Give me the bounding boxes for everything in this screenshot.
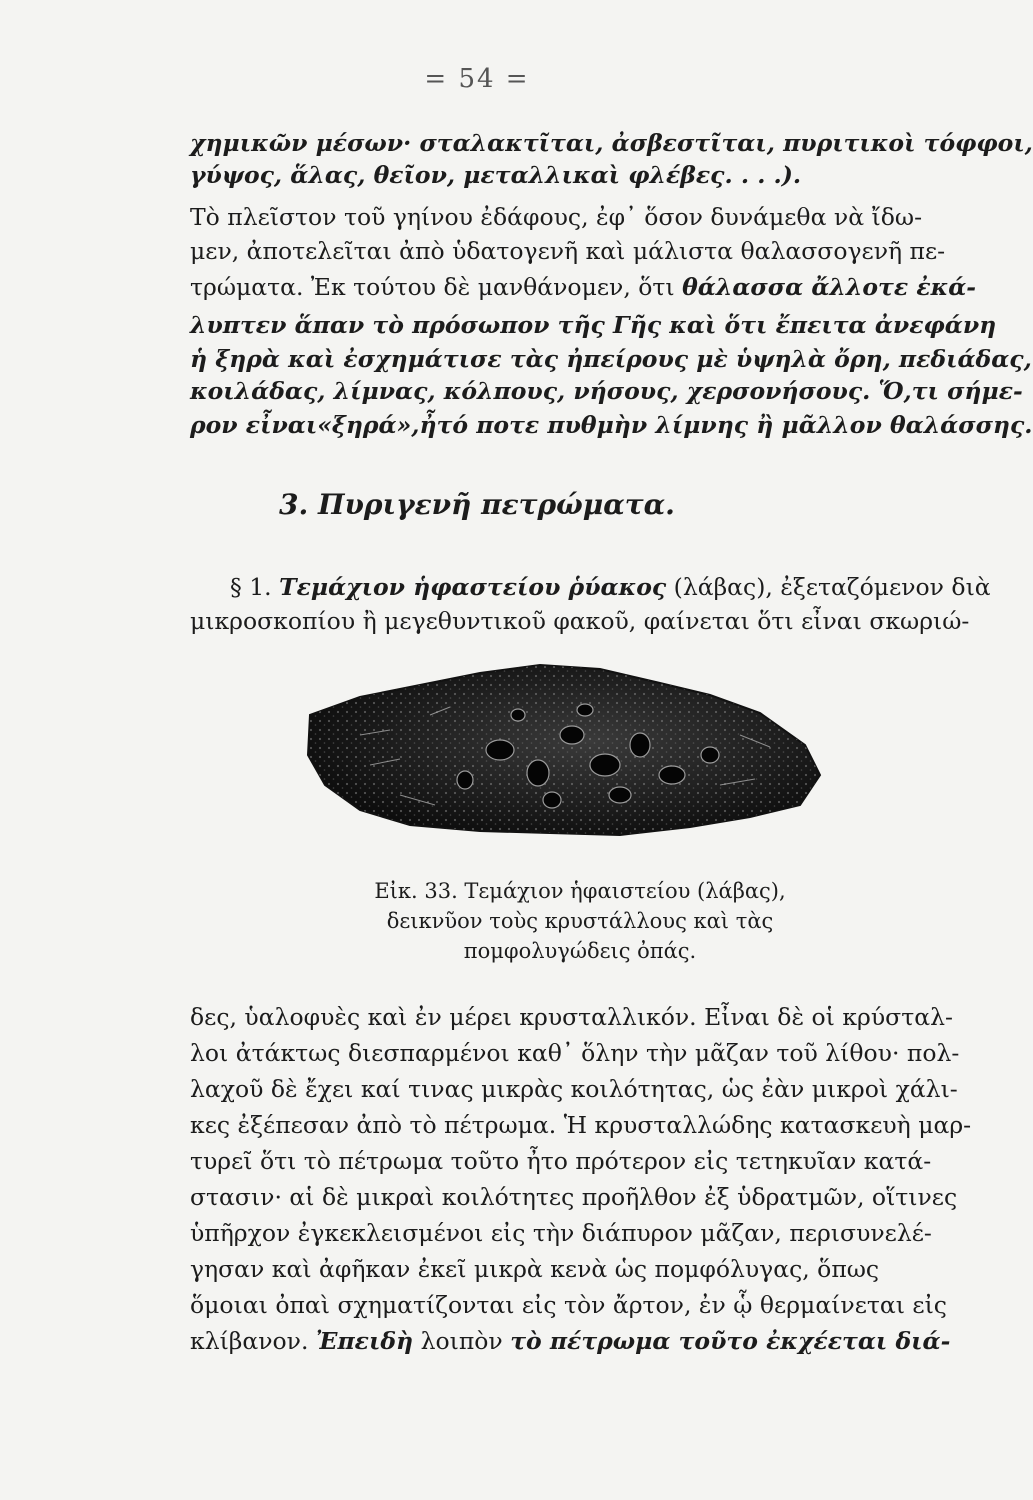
- figure-caption-line-3: πομφολυγώδεις ὀπάς.: [463, 939, 697, 963]
- text-line-5-plain: τρώματα. Ἐκ τούτου δὲ μανθάνομεν, ὅτι: [190, 273, 683, 301]
- body-line-4: κες ἐξέπεσαν ἀπὸ τὸ πέτρωμα. Ἡ κρυσταλλώδης κατασκευὴ μαρ-: [190, 1111, 972, 1139]
- body-line-3: λαχοῦ δὲ ἔχει καί τινας μικρὰς κοιλότητας, ὡς ἐὰν μικροὶ χάλι-: [190, 1075, 958, 1103]
- body-line-1: δες, ὑαλοφυὲς καὶ ἐν μέρει κρυσταλλικόν. Εἶναι δὲ οἱ κρύσταλ-: [190, 1003, 953, 1031]
- body-line-7: ὑπῆρχον ἐγκεκλεισμένοι εἰς τὴν διάπυρον μᾶζαν, περισυνελέ-: [190, 1219, 932, 1247]
- text-line-9: ρον εἶναι«ξηρά»,ἦτό ποτε πυθμὴν λίμνης ἢ μᾶλλον θαλάσσης.: [190, 411, 1033, 439]
- body-line-10-a: κλίβανον.: [190, 1327, 316, 1355]
- lava-fragment-figure: [300, 655, 830, 865]
- text-line-1: χημικῶν μέσων· σταλακτῖται, ἀσβεστῖται, πυριτικοὶ τόφφοι,: [190, 129, 1033, 157]
- body-line-8: γησαν καὶ ἀφῆκαν ἐκεῖ μικρὰ κενὰ ὡς πομφόλυγας, ὅπως: [190, 1255, 880, 1283]
- text-line-6: λυπτεν ἅπαν τὸ πρόσωπον τῆς Γῆς καὶ ὅτι ἔπειτα ἀνεφάνη: [190, 311, 997, 339]
- page-number: = 54 =: [424, 64, 530, 94]
- figure-caption-line-2: δεικνῦον τοὺς κρυστάλλους καὶ τὰς: [386, 909, 774, 933]
- text-line-5-bold: θάλασσα ἄλλοτε ἐκά-: [682, 273, 977, 301]
- text-line-8: κοιλάδας, λίμνας, κόλπους, νήσους, χερσονήσους. Ὅ,τι σήμε-: [190, 377, 1023, 405]
- lava-fragment-illustration: [300, 655, 830, 865]
- text-line-3: Τὸ πλεῖστον τοῦ γηίνου ἐδάφους, ἐφ᾽ ὅσον δυνάμεθα νὰ ἴδω-: [190, 203, 923, 231]
- section-mark: § 1.: [230, 573, 280, 601]
- text-line-7: ἡ ξηρὰ καὶ ἐσχημάτισε τὰς ἠπείρους μὲ ὑψηλὰ ὄρη, πεδιάδας,: [190, 345, 1032, 373]
- section-para-rest: (λάβας), ἐξεταζόμενον διὰ: [666, 573, 991, 601]
- body-line-10-d: τὸ πέτρωμα τοῦτο ἐκχέεται διά-: [510, 1327, 951, 1355]
- text-line-4: μεν, ἀποτελεῖται ἀπὸ ὑδατογενῆ καὶ μάλιστα θαλασσογενῆ πε-: [190, 237, 946, 265]
- section-bold-term: Τεμάχιον ἡφαστείου ῥύακος: [279, 573, 667, 601]
- body-line-2: λοι ἀτάκτως διεσπαρμένοι καθ᾽ ὅλην τὴν μᾶζαν τοῦ λίθου· πολ-: [190, 1039, 960, 1067]
- body-line-6: στασιν· αἱ δὲ μικραὶ κοιλότητες προῆλθον ἐξ ὑδρατμῶν, οἵτινες: [190, 1183, 958, 1211]
- section-para-line-2: μικροσκοπίου ἢ μεγεθυντικοῦ φακοῦ, φαίνεται ὅτι εἶναι σκωριώ-: [190, 607, 970, 635]
- text-line-2: γύψος, ἅλας, θεῖον, μεταλλικαὶ φλέβες. . . .).: [190, 161, 802, 189]
- body-line-10: [190, 1326, 951, 1356]
- body-line-9: ὅμοιαι ὀπαὶ σχηματίζονται εἰς τὸν ἄρτον, ἐν ᾧ θερμαίνεται εἰς: [190, 1291, 947, 1319]
- body-line-10-b: Ἐπειδὴ: [315, 1327, 414, 1355]
- text-line-5: [190, 272, 977, 302]
- section-para-line-1: [230, 572, 991, 602]
- section-heading: 3. Πυριγενῆ πετρώματα.: [279, 488, 675, 521]
- figure-caption-line-1: Εἰκ. 33. Τεμάχιον ἡφαιστείου (λάβας),: [374, 879, 786, 903]
- body-line-5: τυρεῖ ὅτι τὸ πέτρωμα τοῦτο ἦτο πρότερον εἰς τετηκυῖαν κατά-: [190, 1147, 932, 1175]
- body-line-10-c: λοιπὸν: [413, 1327, 511, 1355]
